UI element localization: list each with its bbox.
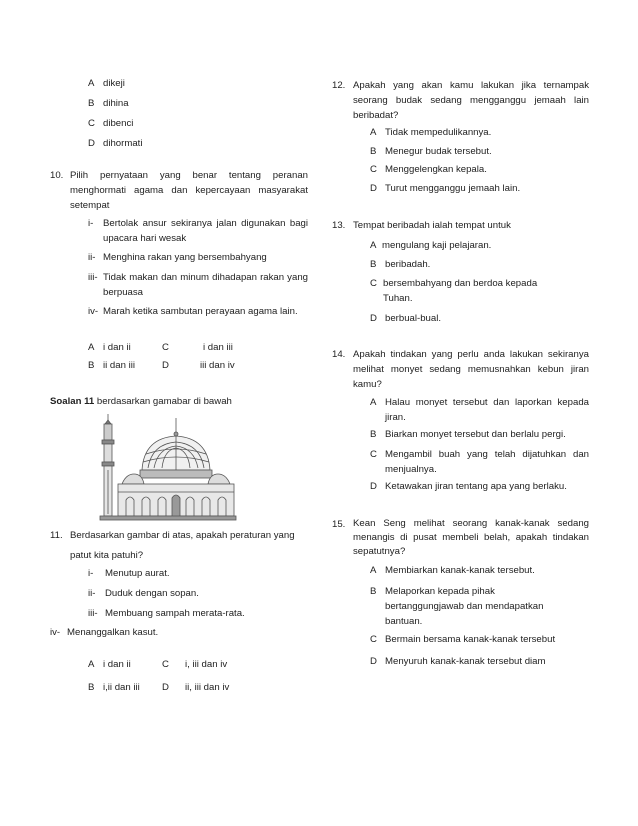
option-letter: D xyxy=(162,360,169,371)
question-text: Kean Seng melihat seorang kanak-kanak sedang menangis di pusat membeli belah, apakah tindakan sepatutnya? xyxy=(353,518,589,557)
option-letter: D xyxy=(370,656,377,667)
option-letter: A xyxy=(88,342,95,353)
option-text: Bermain bersama kanak-kanak tersebut xyxy=(385,634,556,645)
option-text: berbual-bual. xyxy=(385,313,442,324)
statement-text: Marah ketika sambutan perayaan agama lain. xyxy=(103,306,298,317)
question-number: 15. xyxy=(332,519,346,530)
statement-number: iii- xyxy=(88,608,98,619)
option-letter: D xyxy=(370,313,377,324)
option-letter: A xyxy=(370,397,377,408)
option-letter: C xyxy=(370,634,377,645)
statement-text: Bertolak ansur sekiranya jalan digunakan bagi upacara hari wesak xyxy=(103,218,308,244)
question-text: Berdasarkan gambar di atas, apakah peraturan yang xyxy=(70,530,295,541)
option-text: Menyuruh kanak-kanak tersebut diam xyxy=(385,656,546,667)
option-text: Menggelengkan kepala. xyxy=(385,164,487,175)
question-number: 12. xyxy=(332,80,346,91)
statement-number: iv- xyxy=(50,627,61,638)
option-letter: B xyxy=(88,682,95,693)
statement-text: Duduk dengan sopan. xyxy=(105,588,199,599)
option-text: Tidak mempedulikannya. xyxy=(385,127,492,138)
option-text: Menegur budak tersebut. xyxy=(385,146,492,157)
option-letter: B xyxy=(370,429,377,440)
option-text: dibenci xyxy=(103,118,134,129)
mosque-illustration-icon xyxy=(92,414,237,522)
question-number: 10. xyxy=(50,170,64,181)
option-letter: D xyxy=(370,481,377,492)
option-letter: B xyxy=(88,360,95,371)
option-text: Halau monyet tersebut dan laporkan kepada jiran. xyxy=(385,397,589,423)
question-number: 13. xyxy=(332,220,346,231)
option-letter: C xyxy=(162,342,169,353)
statement-number: i- xyxy=(88,568,94,579)
option-letter: D xyxy=(162,682,169,693)
option-text: Biarkan monyet tersebut dan berlalu pergi. xyxy=(385,429,566,440)
option-letter: D xyxy=(88,138,95,149)
statement-number: i- xyxy=(88,218,94,229)
option-letter: B xyxy=(370,146,377,157)
section-heading-text: berdasarkan gamabar di bawah xyxy=(94,396,232,407)
section-heading-bold: Soalan 11 xyxy=(50,396,95,407)
question-number: 11. xyxy=(50,530,63,541)
option-letter: C xyxy=(370,278,377,289)
option-text: i, iii dan iv xyxy=(185,659,228,670)
option-text: dihormati xyxy=(103,138,143,149)
option-letter: B xyxy=(88,98,95,109)
option-text: Mengambil buah yang telah dijatuhkan dan menjualnya. xyxy=(385,449,589,475)
option-text: i dan ii xyxy=(103,659,131,670)
option-letter: A xyxy=(88,78,95,89)
option-text: i,ii dan iii xyxy=(103,682,140,693)
option-text: ii dan iii xyxy=(103,360,135,371)
question-text: Apakah tindakan yang perlu anda lakukan sekiranya melihat monyet sedang memusnahkan kebun jiran kamu? xyxy=(353,349,589,390)
option-letter: B xyxy=(370,259,377,270)
question-text: patut kita patuhi? xyxy=(70,550,144,561)
option-letter: B xyxy=(370,586,377,597)
question-text: Apakah yang akan kamu lakukan jika ternampak seorang budak sedang mengganggu jemaah lain beribadat? xyxy=(353,80,589,121)
statement-number: ii- xyxy=(88,252,96,263)
statement-text: Menghina rakan yang bersembahyang xyxy=(103,252,267,263)
option-text: beribadah. xyxy=(385,259,431,270)
option-text: bersembahyang dan berdoa kepada Tuhan. xyxy=(383,278,538,304)
section-heading xyxy=(50,396,232,408)
option-text: i dan iii xyxy=(203,342,233,353)
question-number: 14. xyxy=(332,349,346,360)
option-text: Membiarkan kanak-kanak tersebut. xyxy=(385,565,535,576)
option-text: Melaporkan kepada pihak bertanggungjawab dan mendapatkan bantuan. xyxy=(385,586,544,627)
option-text: i dan ii xyxy=(103,342,131,353)
option-letter: C xyxy=(88,118,95,129)
option-text: Turut mengganggu jemaah lain. xyxy=(385,183,521,194)
question-text: Pilih pernyataan yang benar tentang peranan menghormati agama dan kepercayaan masyarakat setempat xyxy=(70,170,308,211)
option-letter: C xyxy=(370,449,377,460)
question-text: Tempat beribadah ialah tempat untuk xyxy=(353,220,511,231)
option-letter: C xyxy=(370,164,377,175)
option-text: iii dan iv xyxy=(200,360,235,371)
option-text: dihina xyxy=(103,98,129,109)
statement-text: Tidak makan dan minum dihadapan rakan yang berpuasa xyxy=(103,272,308,298)
option-text: ii, iii dan iv xyxy=(185,682,230,693)
option-letter: C xyxy=(162,659,169,670)
statement-text: Menutup aurat. xyxy=(105,568,170,579)
option-text: dikeji xyxy=(103,78,125,89)
option-letter: A xyxy=(370,565,377,576)
option-letter: A xyxy=(370,240,377,251)
option-letter: A xyxy=(88,659,95,670)
option-letter: A xyxy=(370,127,377,138)
option-text: mengulang kaji pelajaran. xyxy=(382,240,492,251)
statement-text: Menanggalkan kasut. xyxy=(67,627,159,638)
option-letter: D xyxy=(370,183,377,194)
statement-number: ii- xyxy=(88,588,96,599)
statement-number: iii- xyxy=(88,272,98,283)
statement-number: iv- xyxy=(88,306,99,317)
option-text: Ketawakan jiran tentang apa yang berlaku. xyxy=(385,481,567,492)
statement-text: Membuang sampah merata-rata. xyxy=(105,608,245,619)
